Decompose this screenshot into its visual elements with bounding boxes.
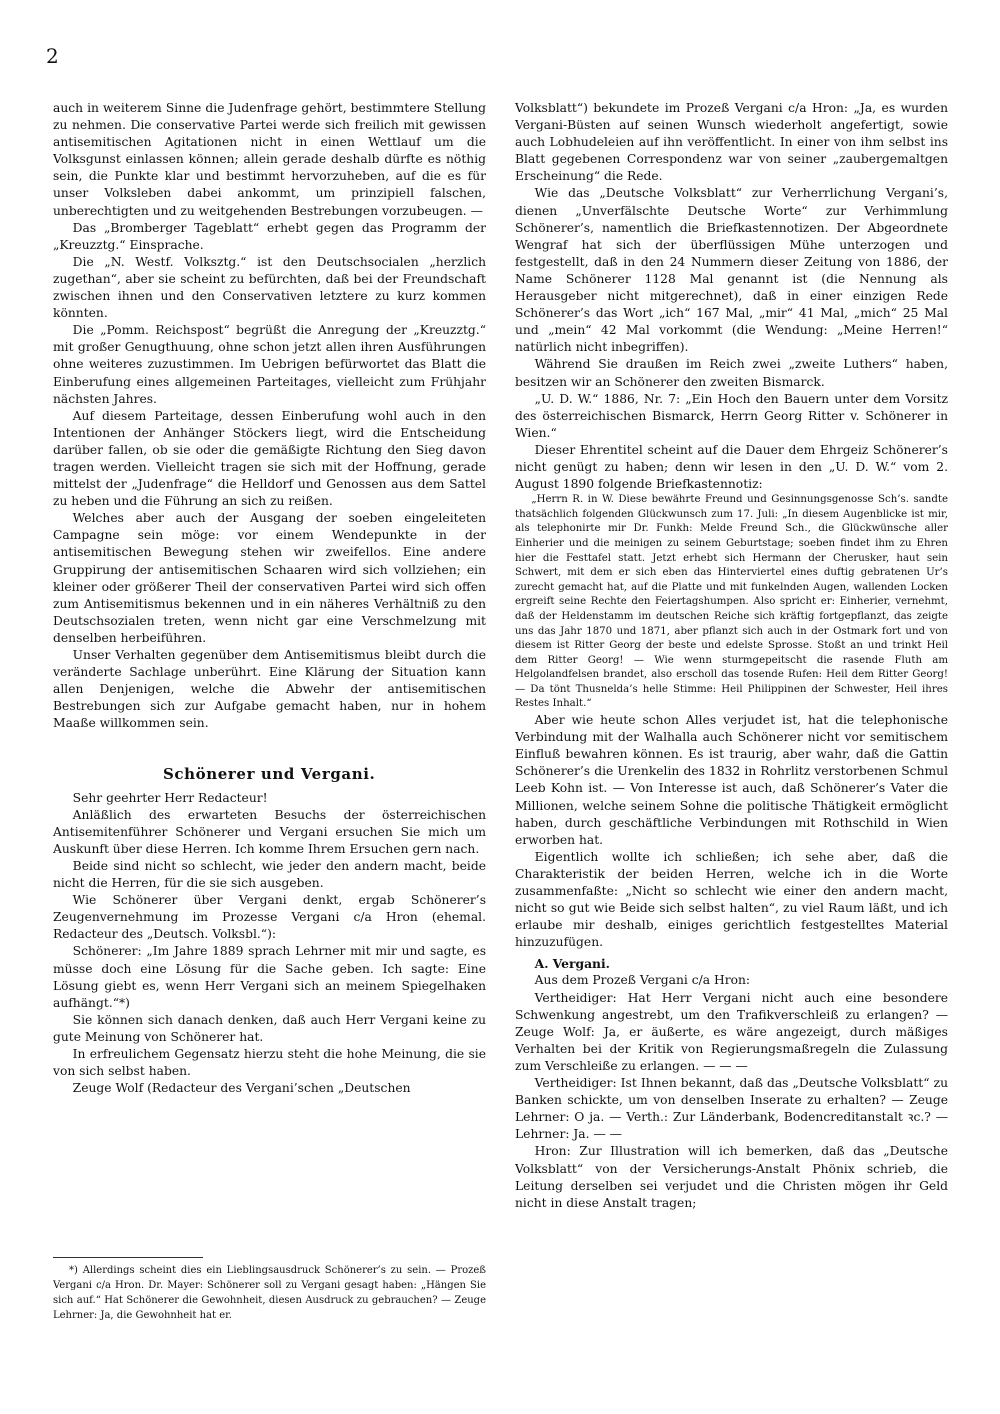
paragraph: Welches aber auch der Ausgang der soeben eingeleiteten Campagne sein möge: vor einem Wendepunkte in der antisemitischen Bewegung stehen wir zweifellos. Eine andere Gruppirung der antisemitischen Schaaren wird sich vollziehen; ein kleiner oder größerer Theil der conservativen Partei wird sich offen zum Antisemitismus bekennen und in ein näheres Verhältniß zu den Deutschsozialen treten, wenn nicht gar eine Verschmelzung mit denselben herbeiführen. bbox=[53, 511, 486, 645]
paragraph: Vertheidiger: Ist Ihnen bekannt, daß das „Deutsche Volksblatt“ zu Banken schickte, um von denselben Inserate zu erhalten? — Zeuge Lehrner: O ja. — Verth.: Zur Länderbank, Bodencreditanstalt ꝛc.? — Lehrner: Ja. — — bbox=[515, 1076, 948, 1142]
paragraph: „U. D. W.“ 1886, Nr. 7: „Ein Hoch den Bauern unter dem Vorsitz des österreichischen Bismarck, Herrn Georg Ritter v. Schönerer in Wien.“ bbox=[515, 391, 948, 440]
subheading: A. Vergani. bbox=[534, 956, 610, 972]
paragraph: Die „N. Westf. Volksztg.“ ist den Deutschsocialen „herzlich zugethan“, aber sie scheint zu befürchten, daß bei der Freundschaft zwischen ihnen und den Conservativen letztere zu kurz kommen könnten. bbox=[53, 254, 486, 321]
paragraph: Aber wie heute schon Alles verjudet ist, hat die telephonische Verbindung mit der Walhalla auch Schönerer nicht vor semitischem Einfluß bewahren können. Es ist traurig, aber wahr, daß die Gattin Schönerer’s die Urenkelin des 1832 in Rohrlitz verstorbenen Schmul Leeb Kohn ist. — Von Interesse ist auch, daß Schönerer’s Vater die Millionen, welche seinem Sohne die politische Thätigkeit ermöglicht haben, durch geschäftliche Verbindungen mit Rothschild in Wien erworben hat. bbox=[515, 713, 948, 847]
paragraph: Dieser Ehrentitel scheint auf die Dauer dem Ehrgeiz Schönerer’s nicht genügt zu haben; denn wir lesen in den „U. D. W.“ vom 2. August 1890 folgende Briefkastennotiz: bbox=[515, 442, 948, 492]
paragraph: Wie Schönerer über Vergani denkt, ergab Schönerer’s Zeugenvernehmung im Prozesse Vergani c/a Hron (ehemal. Redacteur des „Deutsch. Volksbl.“): bbox=[53, 893, 486, 942]
paragraph: Das „Bromberger Tageblatt“ erhebt gegen das Programm der „Kreuzztg.“ Einsprache. bbox=[53, 220, 486, 252]
paragraph: Aus dem Prozeß Vergani c/a Hron: bbox=[534, 973, 751, 988]
paragraph: Die „Pomm. Reichspost“ begrüßt die Anregung der „Kreuzztg.“ mit großer Genugthuung, ohne schon jetzt allen ihren Ausführungen ohne weiteres zuzustimmen. Im Uebrigen befürwortet das Blatt die Einberufung eines allgemeinen Parteitages, vielleicht zum Frühjahr nächsten Jahres. bbox=[53, 323, 486, 406]
footnote bbox=[53, 1263, 486, 1323]
paragraph: Während Sie draußen im Reich zwei „zweite Luthers“ haben, besitzen wir an Schönerer den zweiten Bismarck. bbox=[515, 357, 948, 389]
paragraph: Eigentlich wollte ich schließen; ich sehe aber, daß die Charakteristik der beiden Herren, welche ich in die Worte zusammenfaßte: „Nicht so schlecht wie einer den andern macht, nicht so gut wie Beide sich selbst halten“, zu viel Raum läßt, und ich erlaube mir deshalb, einiges gerichtlich festgestelltes Material hinzuzufügen. bbox=[515, 849, 948, 950]
footnote-divider bbox=[53, 1257, 203, 1258]
paragraph: Unser Verhalten gegenüber dem Antisemitismus bleibt durch die veränderte Sachlage unberührt. Eine Klärung der Situation kann allen Denjenigen, welche die Abwehr der antisemitischen Bestrebungen sich zur Aufgabe gemacht haben, nur in hohem Maaße willkommen sein. bbox=[53, 648, 486, 731]
paragraph: auch in weiterem Sinne die Judenfrage gehört, bestimmtere Stellung zu nehmen. Die conservative Partei werde sich freilich mit gewissen antisemitischen Agitationen nicht in einen Wettlauf um die Volksgunst einlassen können; allein gerade deshalb dürfte es nöthig sein, die Punkte klar und bestimmt hervorzuheben, auf die es für unser Volksleben dabei ankommt, um prinzipiell falschen, unberechtigten und zu weitgehenden Bestrebungen vorzubeugen. — bbox=[53, 101, 486, 218]
paragraph: Auf diesem Parteitage, dessen Einberufung wohl auch in den Intentionen der Anhänger Stöckers liegt, wird die Entscheidung darüber fallen, ob sie oder die gemäßigte Richtung den Sieg davon tragen werden. Vielleicht tragen sie sich mit der Hoffnung, gerade mittelst der „Judenfrage“ die Helldorf und Genossen aus dem Sattel zu heben und die Führung an sich zu reißen. bbox=[53, 408, 486, 509]
paragraph: Vertheidiger: Hat Herr Vergani nicht auch eine besondere Schwenkung angestrebt, um den Trafikverschleiß zu erlangen? — Zeuge Wolf: Ja, er äußerte, es wäre angezeigt, durch mäßiges Verhalten bei der Kritik von Regierungsmaßregeln die Zulassung zum Verschleiße zu erlangen. — — — bbox=[515, 990, 948, 1073]
paragraph: Wie das „Deutsche Volksblatt“ zur Verherrlichung Vergani’s, dienen „Unverfälschte Deutsche Worte“ zur Verhimmlung Schönerer’s, namentlich die Briefkastennotizen. Der Abgeordnete Wengraf hat sich der überflüssigen Mühe unterzogen und festgestellt, daß in den 24 Nummern dieser Zeitung von 1886, der Name Schönerer 1128 Mal genannt ist (die Nennung als Herausgeber nicht mitgerechnet), daß in einer einzigen Rede Schönerer’s das Wort „ich“ 167 Mal, „mir“ 41 Mal, „mich“ 25 Mal und „mein“ 42 Mal vorkommt (die Wendung: „Meine Herren!“ natürlich nicht inbegriffen). bbox=[515, 186, 948, 355]
paragraph: Schönerer: „Im Jahre 1889 sprach Lehrner mit mir und sagte, es müsse doch eine Lösung für die Sache geben. Ich sagte: Eine Lösung giebt es, wenn Herr Vergani sich an meinem Spiegelhaken aufhängt.“*) bbox=[53, 944, 486, 1010]
paragraph: Sie können sich danach denken, daß auch Herr Vergani keine zu gute Meinung von Schönerer hat. bbox=[53, 1012, 486, 1044]
quoted-letter: „Herrn R. in W. Diese bewährte Freund und Gesinnungsgenosse Sch’s. sandte thatsächlich folgenden Glückwunsch zum 17. Juli: „In diesem Augenblicke ist mir, als telephonirte mir Dr. Funkh: Melde Freund Sch., die Glückwünsche aller Einherier und die meinigen zu seinem Geburtstage; soeben findet ihm zu Ehren hier die Festtafel statt. Jetzt erhebt sich Hermann der Cherusker, haut sein Schwert, mit dem er sich eben das Hinterviertel eines duftig gebratenen Ur’s zurecht gemacht hat, auf die Platte und mit funkelnden Augen, wallenden Locken ergreift seine Rechte den Feiertagshumpen. Also spricht er: Einherier, vernehmt, daß der Heldenstamm im deutschen Reiche sich kräftig fortgepflanzt, das zeigte uns das Jahr 1870 und 1871, aber pflanzt sich auch in der Ostmark fort und von diesem ist Ritter Georg der beste und edelste Sprosse. Stoßt an und trinkt Heil dem Ritter Georg! — Wie wenn sturmgepeitscht die rasende Fluth am Helgolandfelsen brandet, also erscholl das tosende Rufen: Heil dem Ritter Georg! — Da tönt Thusnelda’s helle Stimme: Heil Philippinen der Schwester, Heil ihres Restes Inhalt.“ bbox=[515, 494, 948, 710]
paragraph: Zeuge Wolf (Redacteur des Vergani’schen „Deutschen bbox=[72, 1081, 411, 1096]
left-column bbox=[53, 100, 486, 1097]
paragraph: Anläßlich des erwarteten Besuchs der österreichischen Antisemitenführer Schönerer und Vergani ersuchen Sie mich um Auskunft über diese Herren. Ich komme Ihrem Ersuchen gern nach. bbox=[53, 807, 486, 856]
salutation: Sehr geehrter Herr Redacteur! bbox=[72, 790, 268, 805]
paragraph: In erfreulichem Gegensatz hierzu steht die hohe Meinung, die sie von sich selbst haben. bbox=[53, 1046, 486, 1079]
footnote-text: *) Allerdings scheint dies ein Lieblingsausdruck Schönerer’s zu sein. — Prozeß Vergani c/a Hron. Dr. Mayer: Schönerer soll zu Vergani gesagt haben: „Hängen Sie sich auf.“ Hat Schönerer die Gewohnheit, diesen Ausdruck zu gebrauchen? — Zeuge Lehrner: Ja, die Gewohnheit hat er. bbox=[53, 1265, 486, 1321]
article-heading: Schönerer und Vergani. bbox=[163, 765, 376, 784]
paragraph: Beide sind nicht so schlecht, wie jeder den andern macht, beide nicht die Herren, für die sie sich ausgeben. bbox=[53, 858, 486, 891]
paragraph: Hron: Zur Illustration will ich bemerken, daß das „Deutsche Volksblatt“ von der Versicherungs-Anstalt Phönix schrieb, die Leitung derselben sei verjudet und die Christen mögen ihr Geld nicht in diese Anstalt tragen; bbox=[515, 1144, 948, 1210]
paragraph: Volksblatt“) bekundete im Prozeß Vergani c/a Hron: „Ja, es wurden Vergani-Büsten auf seinen Wunsch wiederholt angefertigt, sowie auch Lobhudeleien auf ihn veröffentlicht. In einer von ihm selbst ins Blatt gegebenen Correspondenz war von seiner „zaubergemaltgen Erscheinung“ die Rede. bbox=[515, 101, 948, 184]
page-number: 2 bbox=[46, 44, 59, 68]
right-column bbox=[515, 100, 948, 1212]
